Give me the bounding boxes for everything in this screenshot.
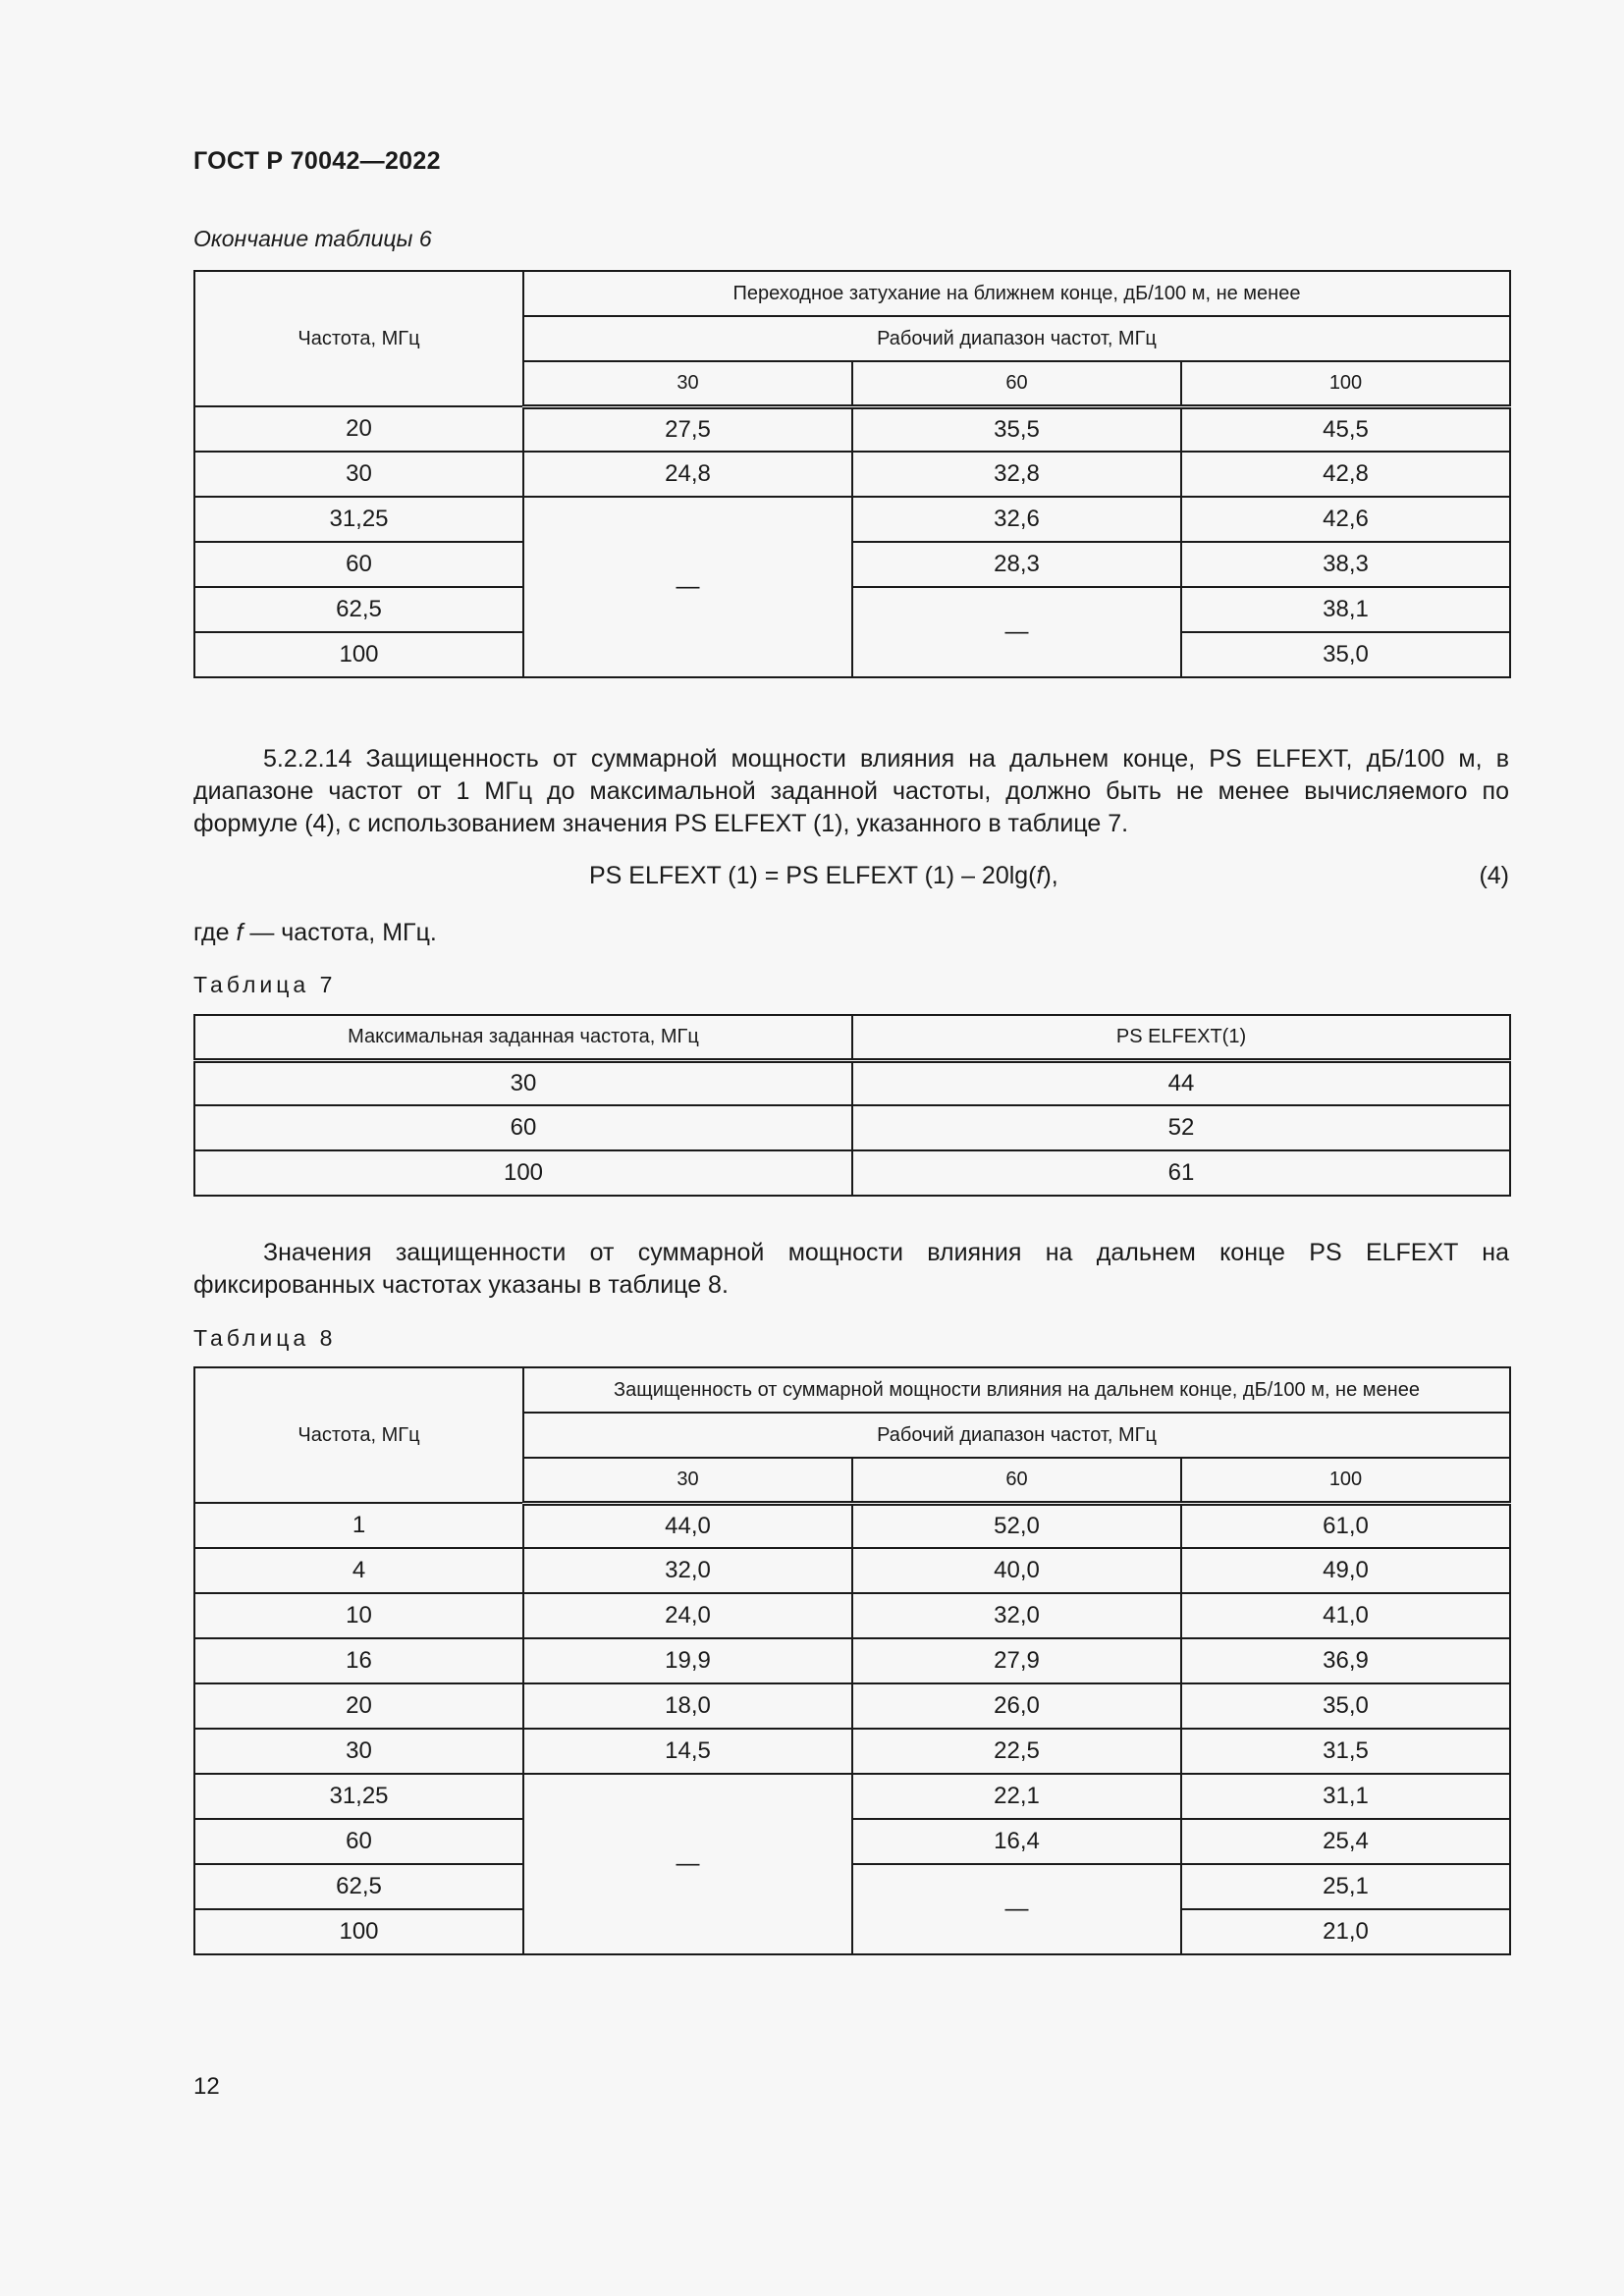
table-cell: 40,0 [852,1548,1181,1593]
table-cell: 42,6 [1181,497,1510,542]
table-cell: 41,0 [1181,1593,1510,1638]
table-row [194,1774,1510,1819]
table-cell: 19,9 [523,1638,852,1683]
table-row [194,497,1510,542]
table-row [194,1060,1510,1105]
table-cell: 27,9 [852,1638,1181,1683]
document-code: ГОСТ Р 70042—2022 [193,147,441,175]
table-row [194,1548,1510,1593]
table-cell: 22,1 [852,1774,1181,1819]
formula-variable: f [1036,862,1044,889]
table-row [194,1503,1510,1548]
table-row [194,542,1510,587]
table-cell: 35,0 [1181,1683,1510,1729]
where-variable: f [236,919,244,946]
table-cell: 31,5 [1181,1729,1510,1774]
table-cell: 31,1 [1181,1774,1510,1819]
formula-right: ), [1043,862,1058,889]
table-cell: 52 [852,1105,1510,1150]
table8-caption: Таблица 8 [193,1325,337,1351]
table-cell: 42,8 [1181,452,1510,497]
formula-4 [589,862,1058,890]
table-row [194,1593,1510,1638]
table-cell-dash: — [852,1864,1181,1954]
table7 [193,1014,1511,1197]
formula-number: (4) [1479,862,1509,889]
table-cell: 44 [852,1060,1510,1105]
table-cell-dash: — [523,1774,852,1954]
table6-range-header: 100 [1181,361,1510,406]
table-cell: 24,0 [523,1593,852,1638]
table-cell: 16 [194,1638,523,1683]
table-cell: 100 [194,632,523,677]
table8-freq-header: Частота, МГц [194,1367,523,1503]
table-cell: 44,0 [523,1503,852,1548]
table6-caption: Окончание таблицы 6 [193,226,432,251]
table-cell: 100 [194,1150,852,1196]
table-cell: 52,0 [852,1503,1181,1548]
table8-sub-header: Рабочий диапазон частот, МГц [523,1413,1510,1458]
table-row [194,1150,1510,1196]
table-cell: 61 [852,1150,1510,1196]
table-cell: 62,5 [194,587,523,632]
table-cell: 100 [194,1909,523,1954]
table-cell: 18,0 [523,1683,852,1729]
table8 [193,1366,1511,1955]
table-cell: 35,0 [1181,632,1510,677]
table-cell-dash: — [852,587,1181,677]
table-cell: 20 [194,1683,523,1729]
table-cell: 31,25 [194,497,523,542]
table-cell: 30 [194,1060,852,1105]
table-cell: 24,8 [523,452,852,497]
table-cell: 4 [194,1548,523,1593]
table7-col1-header: Максимальная заданная частота, МГц [194,1015,852,1060]
table-cell: 25,4 [1181,1819,1510,1864]
table-cell: 20 [194,406,523,452]
table-cell: 61,0 [1181,1503,1510,1548]
formula-left: PS ELFEXT (1) = PS ELFEXT (1) – 20lg( [589,862,1037,889]
page-number: 12 [193,2073,220,2100]
table8-range-header: 30 [523,1458,852,1503]
table-row [194,406,1510,452]
table-cell-dash: — [523,497,852,677]
table-cell: 30 [194,452,523,497]
table6-range-header: 30 [523,361,852,406]
table-cell: 36,9 [1181,1638,1510,1683]
paragraph-5-2-2-14: 5.2.2.14 Защищенность от суммарной мощности влияния на дальнем конце, PS ELFEXT, дБ/100 м, в диапазоне частот от 1 МГц до максимальной заданной частоты, должно быть не менее вычисляемого по формуле (4), с использованием значения PS ELFEXT (1), указанного в таблице 7. [193,745,1509,837]
paragraph-table8-intro: Значения защищенности от суммарной мощности влияния на дальнем конце PS ELFEXT на фиксированных частотах указаны в таблице 8. [193,1239,1509,1299]
table-cell: 30 [194,1729,523,1774]
table-cell: 60 [194,542,523,587]
table-cell: 49,0 [1181,1548,1510,1593]
table8-group-header: Защищенность от суммарной мощности влияния на дальнем конце, дБ/100 м, не менее [523,1367,1510,1413]
table-cell: 45,5 [1181,406,1510,452]
table-cell: 26,0 [852,1683,1181,1729]
table-cell: 10 [194,1593,523,1638]
table-cell: 62,5 [194,1864,523,1909]
table-row [194,452,1510,497]
table-cell: 35,5 [852,406,1181,452]
table6-range-header: 60 [852,361,1181,406]
table-cell: 32,6 [852,497,1181,542]
table-cell: 27,5 [523,406,852,452]
table-row [194,1683,1510,1729]
table7-caption: Таблица 7 [193,972,337,997]
table-cell: 31,25 [194,1774,523,1819]
where-clause [193,917,1509,949]
table6-group-header: Переходное затухание на ближнем конце, дБ/100 м, не менее [523,271,1510,316]
table-row [194,1729,1510,1774]
table-row [194,1105,1510,1150]
table-cell: 16,4 [852,1819,1181,1864]
table-cell: 22,5 [852,1729,1181,1774]
table-cell: 38,1 [1181,587,1510,632]
table-cell: 21,0 [1181,1909,1510,1954]
table8-range-header: 60 [852,1458,1181,1503]
table-cell: 60 [194,1819,523,1864]
table-row [194,1819,1510,1864]
table-row [194,1638,1510,1683]
where-suffix: — частота, МГц. [243,919,437,946]
table-cell: 1 [194,1503,523,1548]
where-prefix: где [193,919,237,946]
table-cell: 14,5 [523,1729,852,1774]
table-cell: 38,3 [1181,542,1510,587]
table-cell: 32,0 [523,1548,852,1593]
table-row [194,1864,1510,1909]
table6-sub-header: Рабочий диапазон частот, МГц [523,316,1510,361]
table-cell: 60 [194,1105,852,1150]
table8-range-header: 100 [1181,1458,1510,1503]
table7-col2-header: PS ELFEXT(1) [852,1015,1510,1060]
table-cell: 32,0 [852,1593,1181,1638]
table6 [193,270,1511,678]
table-cell: 32,8 [852,452,1181,497]
table6-freq-header: Частота, МГц [194,271,523,406]
table-cell: 28,3 [852,542,1181,587]
table-row [194,587,1510,632]
table-cell: 25,1 [1181,1864,1510,1909]
